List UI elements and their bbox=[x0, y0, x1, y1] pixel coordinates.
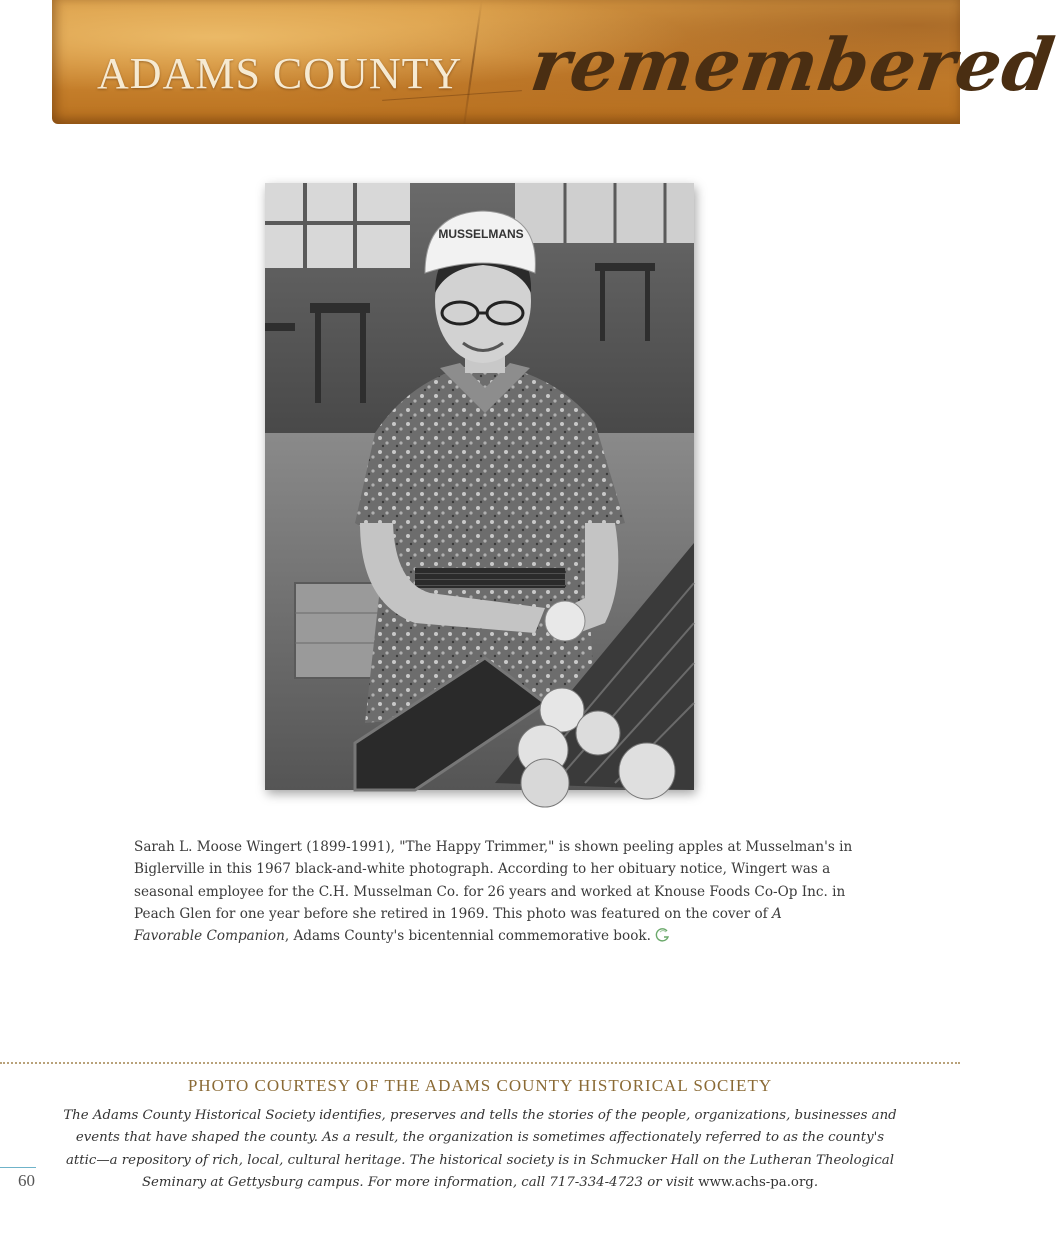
header-banner bbox=[52, 0, 1060, 124]
historical-photo bbox=[265, 183, 694, 790]
photo-illustration bbox=[265, 183, 694, 790]
society-website: www.achs-pa.org bbox=[698, 1174, 814, 1190]
footer-divider bbox=[0, 1062, 960, 1064]
banner-texture-crack bbox=[463, 0, 482, 123]
photo-credit: PHOTO COURTESY OF THE ADAMS COUNTY HISTORICAL SOCIETY bbox=[187, 1076, 773, 1095]
masthead-title: ADAMS COUNTY bbox=[97, 49, 463, 98]
photo-caption bbox=[134, 836, 854, 947]
page-number: 60 bbox=[18, 1171, 35, 1190]
hat-label: MUSSELMANS bbox=[438, 227, 524, 241]
page-number-rule bbox=[0, 1167, 36, 1168]
end-punctuation: . bbox=[813, 1174, 819, 1190]
end-mark-icon bbox=[655, 927, 671, 943]
masthead-script: remembered bbox=[526, 22, 1060, 107]
society-text: The Adams County Historical Society identifies, preserves and tells the stories of the people, organizations, businesses and events that have shaped the county. As a result, the organization is sometimes affectionately referred to as the county's attic—a repository of rich, local, cultural heritage. The historical society is in Schmucker Hall on the Lutheran Theological Seminary at Gettysburg campus. For more information, call 717-334-4723 or visit bbox=[63, 1108, 897, 1190]
caption-text: Sarah L. Moose Wingert (1899-1991), "The Happy Trimmer," is shown peeling apples at Musselman's in Biglerville in this 1967 black-and-white photograph. According to her obituary notice, Wingert was a seasonal employee for the C.H. Musselman Co. for 26 years and worked at Knouse Foods Co-Op Inc. in Peach Glen for one year before she retired in 1969. This photo was featured on the cover of bbox=[134, 839, 853, 922]
book-title: A Favorable Companion bbox=[134, 905, 782, 945]
society-description bbox=[62, 1105, 898, 1194]
caption-text-end: , Adams County's bicentennial commemorative book. bbox=[284, 928, 651, 945]
